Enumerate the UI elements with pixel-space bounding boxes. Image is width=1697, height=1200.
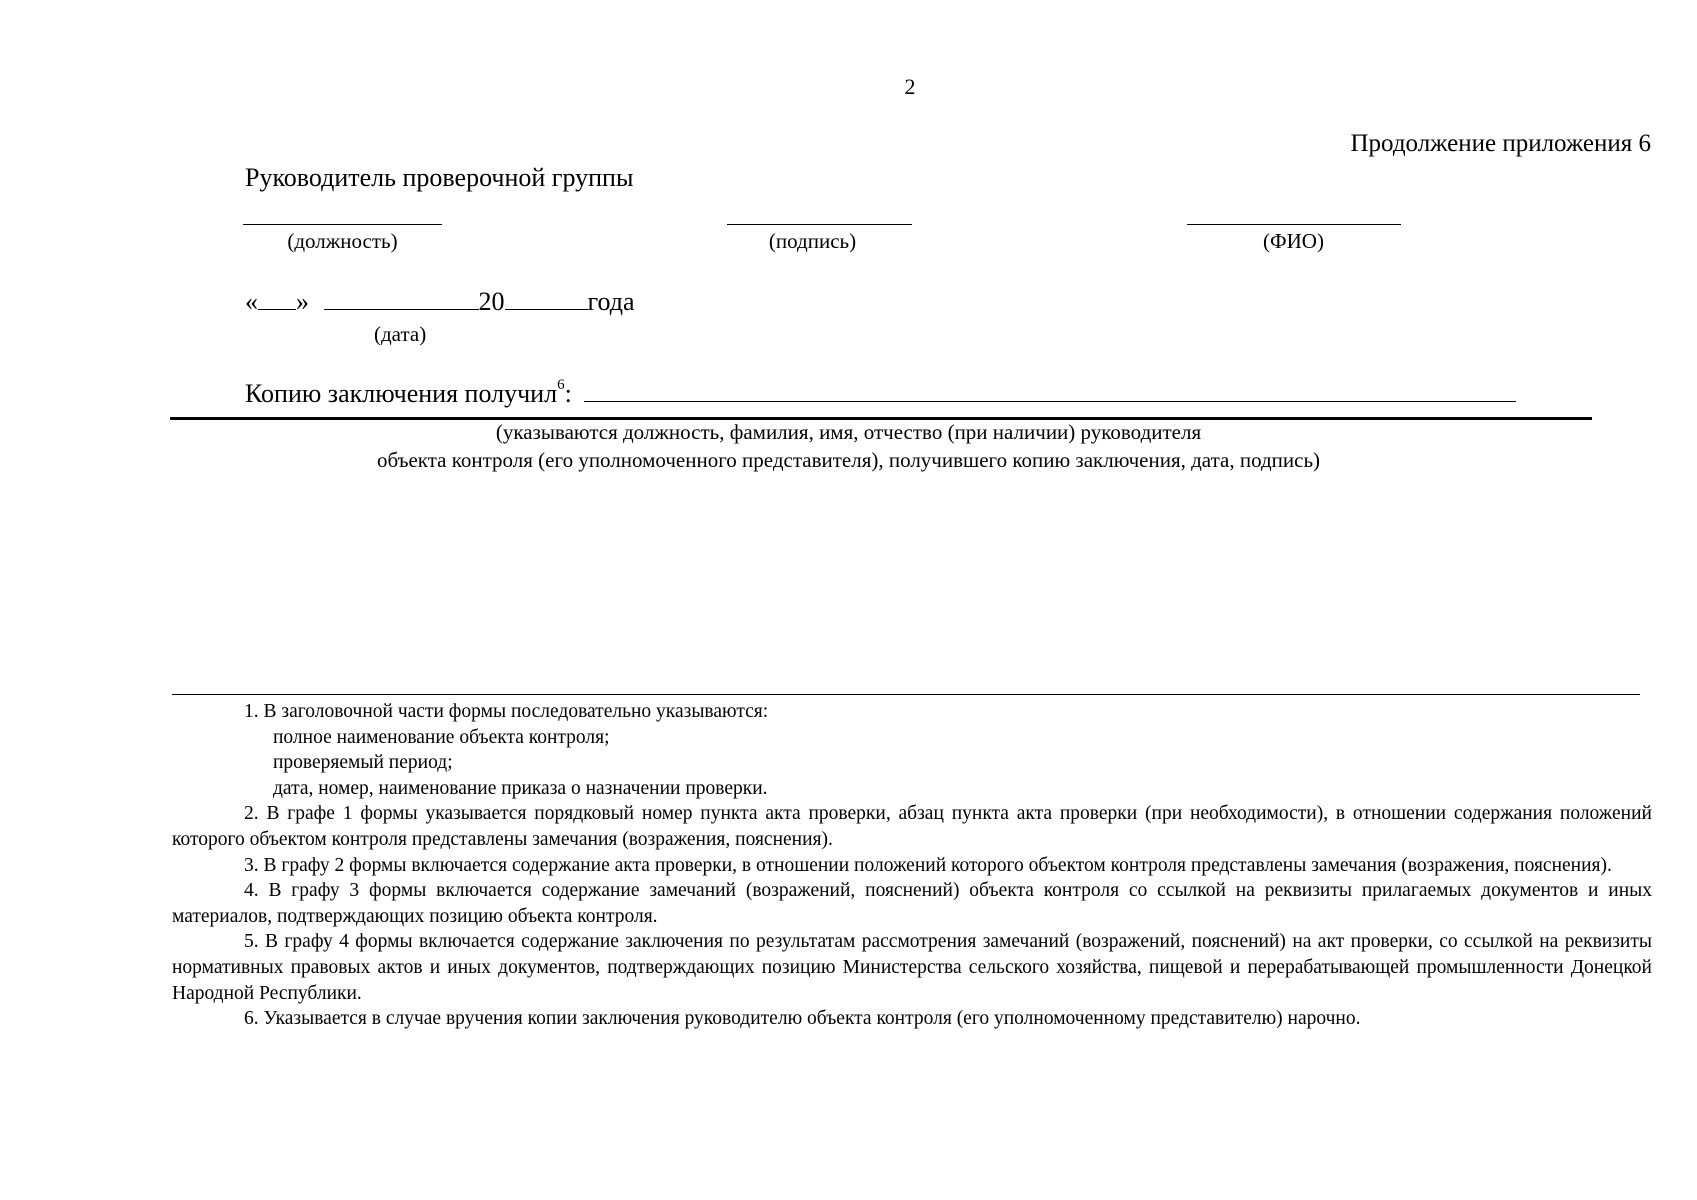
name-label: (ФИО)	[1263, 229, 1324, 253]
month-blank	[324, 287, 479, 310]
date-close-quote: »	[296, 287, 309, 316]
footnote-3: 3. В графу 2 формы включается содержание акта проверки, в отношении положений которого объектом контроля представлены замечания (возражения, пояснения).	[244, 854, 1612, 876]
signature-label: (подпись)	[768, 229, 857, 253]
page-number: 2	[904, 74, 916, 99]
footnote-mark: 6	[557, 377, 565, 393]
footnote-1-item: полное наименование объекта контроля;	[273, 726, 610, 748]
day-blank	[258, 287, 296, 310]
role-title: Руководитель проверочной группы	[245, 163, 634, 192]
name-line	[1187, 224, 1401, 225]
position-label: (должность)	[287, 229, 398, 253]
date-label: (дата)	[374, 322, 427, 346]
footnote-1-item: проверяемый период;	[273, 752, 453, 774]
date-century: 20	[478, 287, 505, 316]
footnote-2: 2. В графе 1 формы указывается порядковый номер пункта акта проверки, абзац пункта акта проверки (при необходимости), в отношении содержания положений которого объектом контроля представлены замечания (возражения, пояснения).	[172, 803, 1652, 850]
copy-caption-line-2: объекта контроля (его уполномоченного представителя), получившего копию заключения, дата, подпись)	[376, 448, 1321, 472]
copy-received-colon: :	[564, 379, 572, 408]
date-suffix: года	[587, 287, 635, 316]
date-open-quote: «	[245, 287, 258, 316]
appendix-label: Продолжение приложения 6	[1350, 130, 1651, 157]
footnote-4: 4. В графу 3 формы включается содержание замечаний (возражений, пояснений) объекта контроля со ссылкой на реквизиты прилагаемых документов и иных материалов, подтверждающих позицию объекта контроля.	[172, 880, 1652, 927]
footnote-separator	[172, 694, 1640, 695]
copy-received-row	[245, 379, 1516, 409]
footnote-6: 6. Указывается в случае вручения копии заключения руководителю объекта контроля (его уполномоченному представителю) нарочно.	[244, 1008, 1361, 1030]
copy-caption-line-1: (указываются должность, фамилия, имя, отчество (при наличии) руководителя	[495, 420, 1202, 444]
copy-received-text: Копию заключения получил	[245, 379, 558, 408]
signature-line	[727, 224, 912, 225]
copy-received-blank	[584, 379, 1516, 402]
position-line	[243, 224, 442, 225]
year-blank	[505, 287, 588, 310]
footnote-1: 1. В заголовочной части формы последовательно указываются:	[244, 701, 769, 722]
footnote-1-item: дата, номер, наименование приказа о назначении проверки.	[273, 777, 768, 799]
date-row	[245, 287, 635, 317]
footnotes	[172, 699, 1652, 1032]
footnote-5: 5. В графу 4 формы включается содержание заключения по результатам рассмотрения замечаний (возражений, пояснений) на акт проверки, со ссылкой на реквизиты нормативных правовых актов и иных документов, подтверждающих позицию Министерства сельского хозяйства, пищевой и перерабатывающей промышленности Донецкой Народной Республики.	[172, 931, 1652, 1004]
